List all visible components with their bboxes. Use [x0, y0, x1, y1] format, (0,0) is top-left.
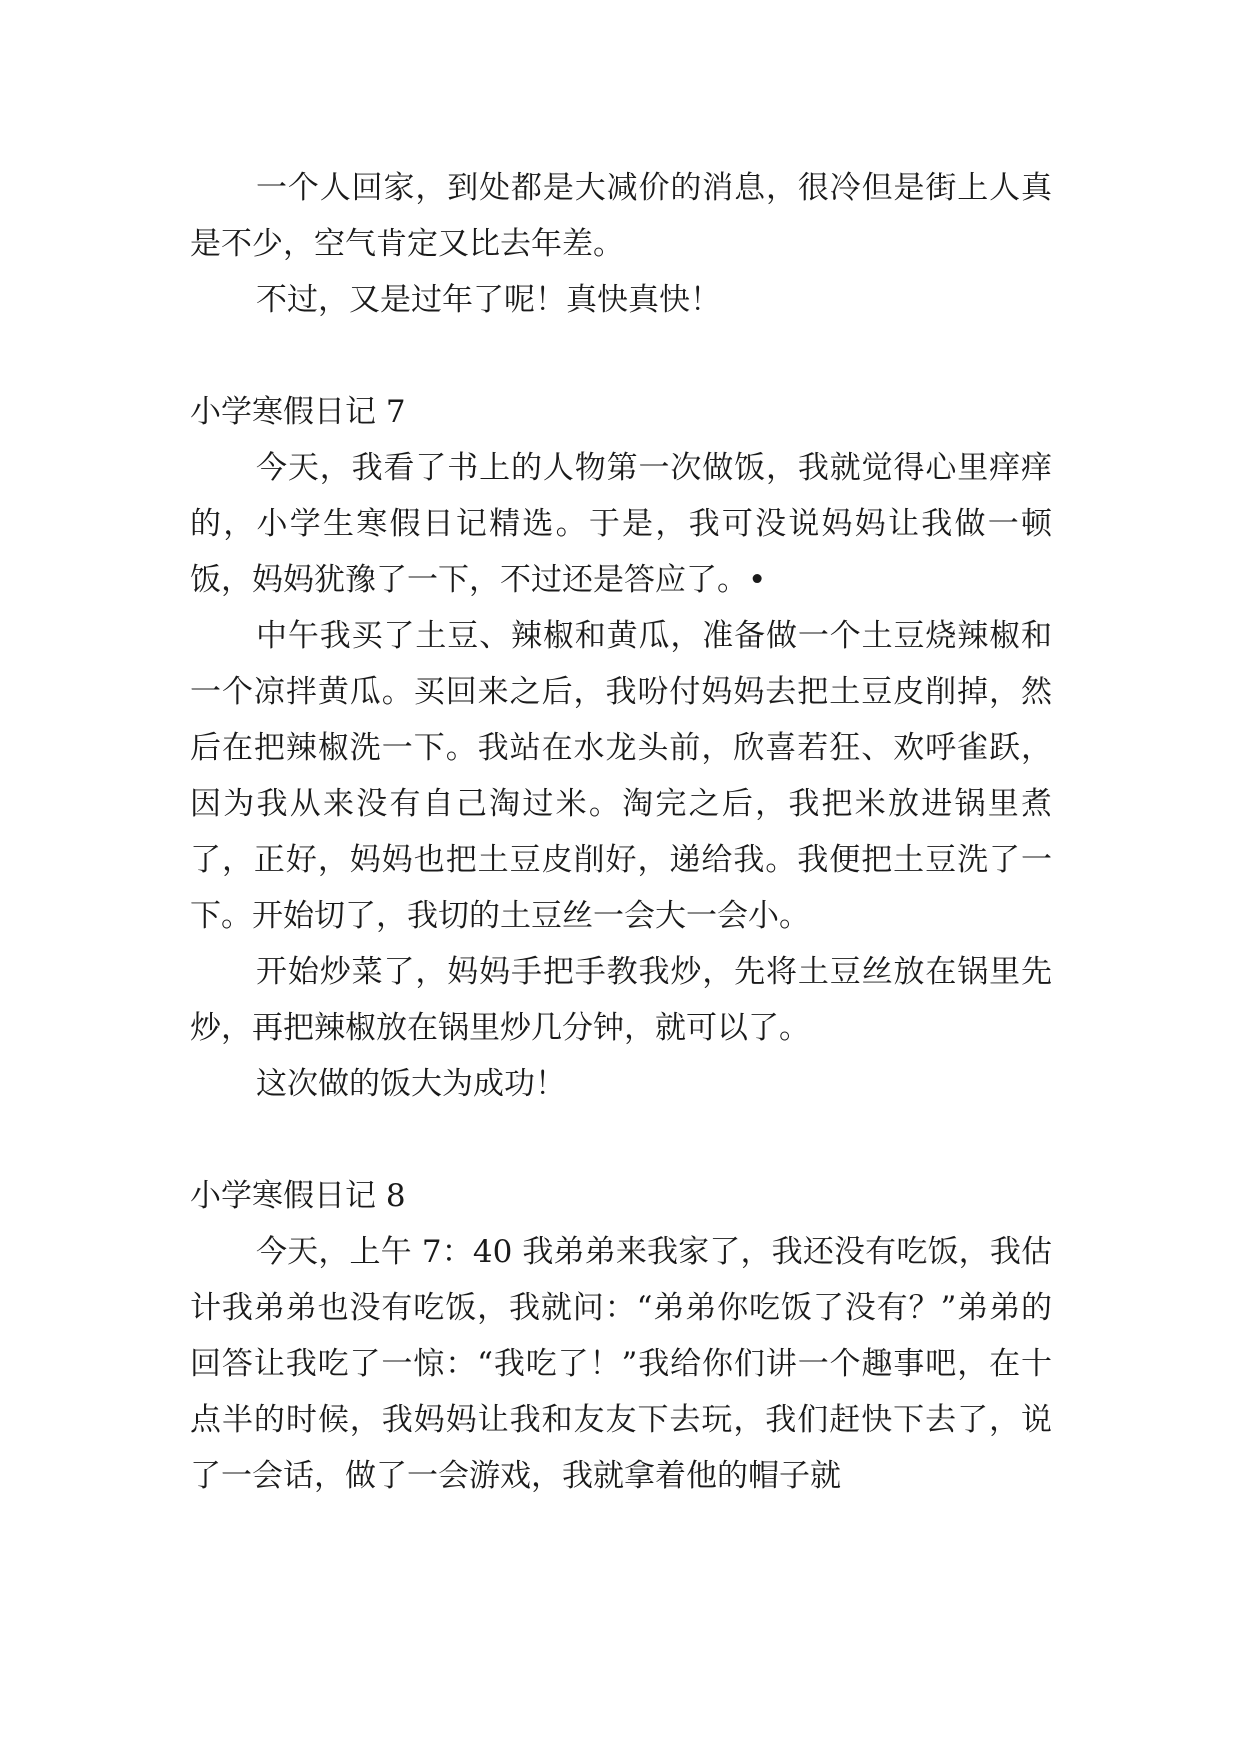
paragraph: 开始炒菜了，妈妈手把手教我炒，先将土豆丝放在锅里先炒，再把辣椒放在锅里炒几分钟，就可以了。 — [190, 954, 1052, 1046]
diary-8-title: 小学寒假日记 8 — [190, 1178, 406, 1214]
paragraph: 今天，上午 7：40 我弟弟来我家了，我还没有吃饭，我估计我弟弟也没有吃饭，我就问：“弟弟你吃饭了没有？”弟弟的回答让我吃了一惊：“我吃了！”我给你们讲一个趣事吧，在十点半的时候，我妈妈让我和友友下去玩，我们赶快下去了，说了一会话，做了一会游戏，我就拿着他的帽子就 — [190, 1234, 1052, 1494]
paragraph: 这次做的饭大为成功！ — [256, 1066, 566, 1102]
paragraph: 今天，我看了书上的人物第一次做饭，我就觉得心里痒痒的，小学生寒假日记精选。于是，我可没说妈妈让我做一顿饭，妈妈犹豫了一下，不过还是答应了。• — [190, 450, 1052, 598]
paragraph: 中午我买了土豆、辣椒和黄瓜，准备做一个土豆烧辣椒和一个凉拌黄瓜。买回来之后，我吩付妈妈去把土豆皮削掉，然后在把辣椒洗一下。我站在水龙头前，欣喜若狂、欢呼雀跃，因为我从来没有自己淘过米。淘完之后，我把米放进锅里煮了，正好，妈妈也把土豆皮削好，递给我。我便把土豆洗了一下。开始切了，我切的土豆丝一会大一会小。 — [190, 618, 1052, 934]
document-page — [190, 160, 1052, 1504]
section-gap — [190, 328, 1052, 384]
diary-7-title: 小学寒假日记 7 — [190, 394, 406, 430]
section-gap — [190, 1112, 1052, 1168]
paragraph: 一个人回家，到处都是大减价的消息，很冷但是街上人真是不少，空气肯定又比去年差。 — [190, 170, 1052, 262]
paragraph: 不过，又是过年了呢！真快真快！ — [256, 282, 721, 318]
